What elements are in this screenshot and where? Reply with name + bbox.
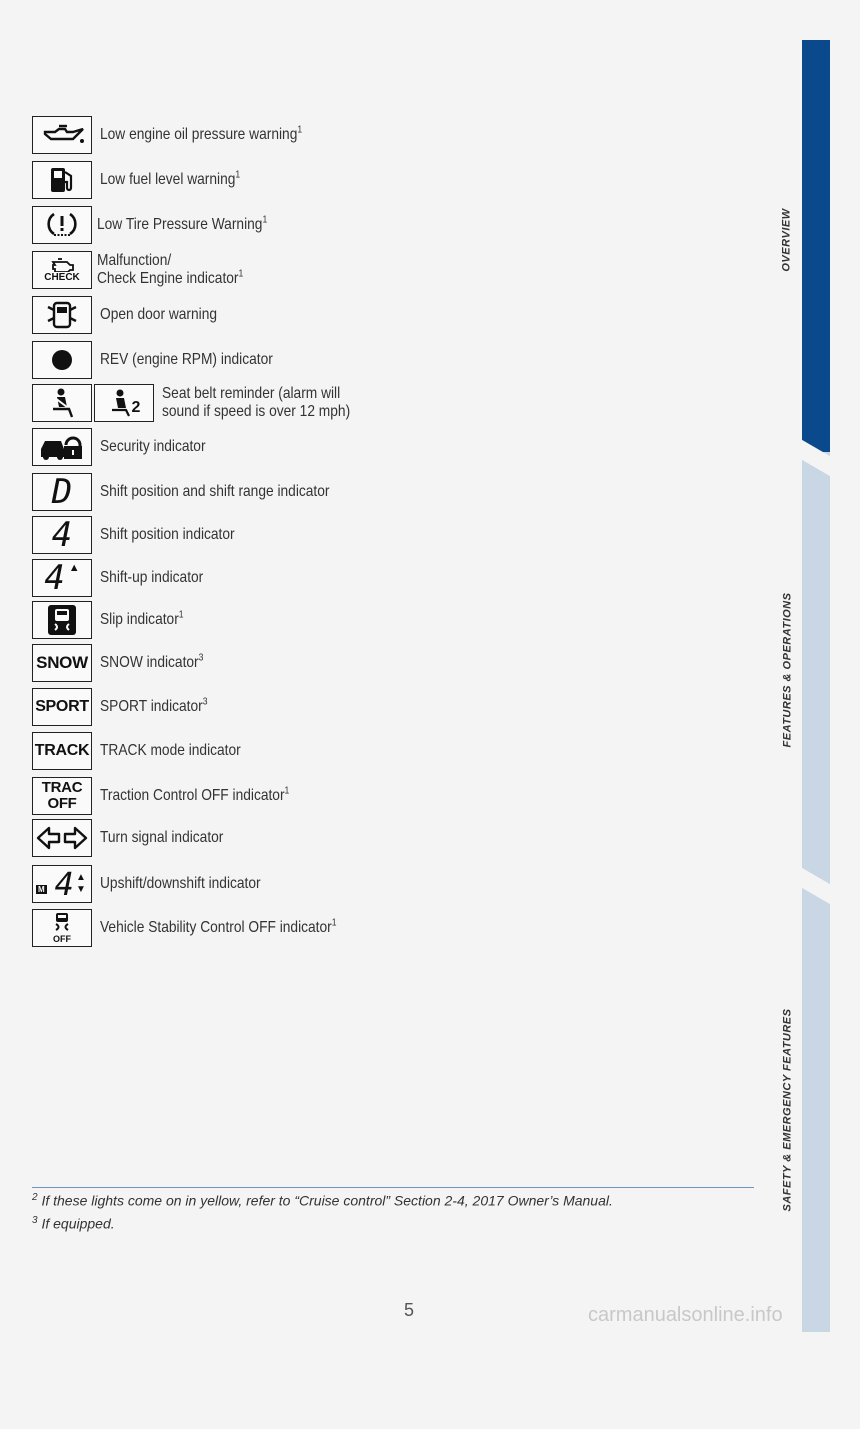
indicator-row-turn-signal — [32, 819, 243, 857]
indicator-label: Turn signal indicator — [100, 829, 224, 846]
indicator-row-rev — [32, 341, 301, 379]
vsc-off-icon: OFF — [32, 909, 92, 947]
check-engine-icon: CHECK — [32, 251, 92, 289]
sport-text-icon: SPORT — [32, 688, 92, 726]
indicator-row-open-door — [32, 296, 236, 334]
indicator-label: Low Tire Pressure Warning$^1$ — [97, 214, 268, 233]
indicator-row-security — [32, 428, 223, 466]
footnote-3: $^3$ If equipped. — [32, 1215, 115, 1232]
security-icon — [32, 428, 92, 466]
indicator-row-upshift-downshift — [32, 865, 287, 903]
slip-icon — [32, 601, 92, 639]
watermark: carmanualsonline.info — [588, 1304, 783, 1326]
indicator-row-tire-pressure — [32, 206, 295, 244]
seatbelt-rear-icon: 2 — [94, 384, 154, 422]
indicator-row-oil-pressure — [32, 116, 335, 154]
indicator-row-seatbelt — [32, 384, 381, 422]
snow-text-icon: SNOW — [32, 644, 92, 682]
indicator-label: Security indicator — [100, 438, 206, 455]
tire-pressure-icon — [32, 206, 92, 244]
track-text-icon: TRACK — [32, 732, 92, 770]
seatbelt-icon — [32, 384, 92, 422]
indicator-row-sport — [32, 688, 225, 726]
indicator-row-vsc-off — [32, 909, 375, 947]
tab-overview[interactable] — [802, 40, 830, 460]
footnote-rule — [32, 1187, 754, 1188]
indicator-row-check-engine — [32, 251, 267, 289]
indicator-label: SPORT indicator$^3$ — [100, 696, 208, 715]
indicator-row-track — [32, 732, 264, 770]
indicator-label: Vehicle Stability Control OFF indicator$^1$ — [100, 917, 337, 936]
indicator-row-slip — [32, 601, 197, 639]
trac-off-icon: TRAC OFF — [32, 777, 92, 815]
indicator-label: Shift-up indicator — [100, 569, 204, 586]
indicator-label: Malfunction/ Check Engine indicator$^1$ — [97, 252, 244, 287]
indicator-label: REV (engine RPM) indicator — [100, 351, 273, 368]
indicator-label: Low fuel level warning$^1$ — [100, 169, 241, 188]
indicator-label: Shift position indicator — [100, 526, 235, 543]
indicator-label: TRACK mode indicator — [100, 742, 241, 759]
page-number: 5 — [404, 1300, 415, 1320]
indicator-label: Low engine oil pressure warning$^1$ — [100, 124, 303, 143]
turn-signal-icon — [32, 819, 92, 857]
tab-label-safety: SAFETY & EMERGENCY FEATURES — [781, 1008, 794, 1212]
digit-d-icon: D — [32, 473, 92, 511]
tab-features-operations[interactable] — [802, 452, 830, 890]
indicator-label: Upshift/downshift indicator — [100, 875, 261, 892]
indicator-label: Open door warning — [100, 306, 218, 323]
oil-can-icon — [32, 116, 92, 154]
shift-up-icon: 4 ▲ — [32, 559, 92, 597]
tab-safety-emergency[interactable] — [802, 880, 830, 1332]
indicator-row-trac-off — [32, 777, 320, 815]
fuel-pump-icon — [32, 161, 92, 199]
indicator-label: Traction Control OFF indicator$^1$ — [100, 785, 290, 804]
upshift-downshift-icon: M 4 ▲ ▼ — [32, 865, 92, 903]
indicator-label: Slip indicator$^1$ — [100, 609, 184, 628]
tab-label-features: FEATURES & OPERATIONS — [781, 592, 793, 748]
tab-label-overview: OVERVIEW — [781, 208, 794, 272]
dot-icon — [32, 341, 92, 379]
indicator-row-fuel — [32, 161, 263, 199]
indicator-label: SNOW indicator$^3$ — [100, 652, 204, 671]
footnote-2: $^2$ If these lights come on in yellow, refer to “Cruise control” Section 2-4, 2017 Owner’s Manual. — [32, 1192, 613, 1209]
digit-4-icon: 4 — [32, 516, 92, 554]
indicator-row-snow — [32, 644, 220, 682]
indicator-row-shift-range — [32, 473, 367, 511]
indicator-label: Shift position and shift range indicator — [100, 483, 330, 500]
indicator-row-shift-up — [32, 559, 220, 597]
open-door-icon — [32, 296, 92, 334]
indicator-row-shift-position — [32, 516, 257, 554]
indicator-label: Seat belt reminder (alarm will sound if speed is over 12 mph) — [162, 385, 351, 420]
